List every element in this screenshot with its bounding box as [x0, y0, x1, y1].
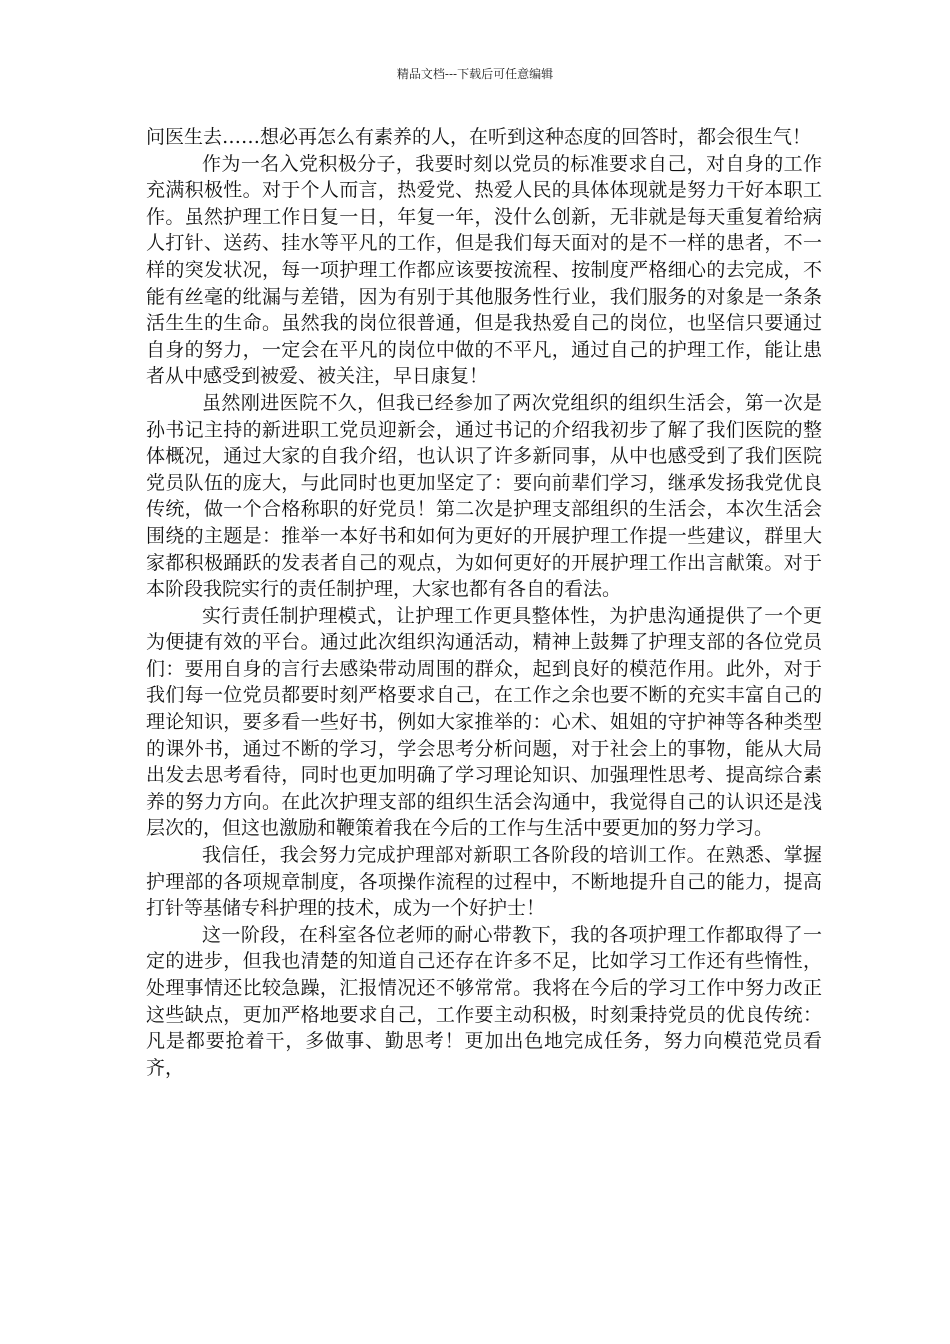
paragraph: 实行责任制护理模式，让护理工作更具整体性，为护患沟通提供了一个更为便捷有效的平台。通过此次组织沟通活动，精神上鼓舞了护理支部的各位党员们：要用自身的言行去感染带动周围的群众，起到良好的模范作用。此外，对于我们每一位党员都要时刻严格要求自己，在工作之余也要不断的充实丰富自己的理论知识，要多看一些好书，例如大家推举的：心术、姐姐的守护神等各种类型的课外书，通过不断的学习，学会思考分析问题，对于社会上的事物，能从大局出发去思考看待，同时也更加明确了学习理论知识、加强理性思考、提高综合素养的努力方向。在此次护理支部的组织生活会沟通中，我觉得自己的认识还是浅层次的，但这也激励和鞭策着我在今后的工作与生活中要更加的努力学习。 [146, 604, 822, 840]
paragraph: 问医生去……想必再怎么有素养的人，在听到这种态度的回答时，都会很生气！ [146, 126, 812, 148]
paragraph: 我信任，我会努力完成护理部对新职工各阶段的培训工作。在熟悉、掌握护理部的各项规章制度，各项操作流程的过程中，不断地提升自己的能力，提高打针等基储专科护理的技术，成为一个好护士！ [146, 844, 822, 920]
document-body [146, 124, 822, 1081]
paragraph: 作为一名入党积极分子，我要时刻以党员的标准要求自己，对自身的工作充满积极性。对于个人而言，热爱党、热爱人民的具体体现就是努力干好本职工作。虽然护理工作日复一日，年复一年，没什么创新，无非就是每天重复着给病人打针、送药、挂水等平凡的工作，但是我们每天面对的是不一样的患者，不一样的突发状况，每一项护理工作都应该要按流程、按制度严格细心的去完成，不能有丝毫的纰漏与差错，因为有别于其他服务性行业，我们服务的对象是一条条活生生的生命。虽然我的岗位很普通，但是我热爱自己的岗位，也坚信只要通过自身的努力，一定会在平凡的岗位中做的不平凡，通过自己的护理工作，能让患者从中感受到被爱、被关注，早日康复！ [146, 152, 822, 388]
paragraph: 这一阶段，在科室各位老师的耐心带教下，我的各项护理工作都取得了一定的进步，但我也清楚的知道自己还存在许多不足，比如学习工作还有些惰性，处理事情还比较急躁，汇报情况还不够常常。我将在今后的学习工作中努力改正这些缺点，更加严格地要求自己，工作要主动积极，时刻秉持党员的优良传统：凡是都要抢着干，多做事、勤思考！更加出色地完成任务，努力向模范党员看齐， [146, 923, 822, 1079]
page-header: 精品文档---下载后可任意编辑 [396, 67, 554, 81]
paragraph: 虽然刚进医院不久，但我已经参加了两次党组织的组织生活会，第一次是孙书记主持的新进职工党员迎新会，通过书记的介绍我初步了解了我们医院的整体概况，通过大家的自我介绍，也认识了许多新同事，从中也感受到了我们医院党员队伍的庞大，与此同时也更加坚定了：要向前辈们学习，继承发扬我党优良传统，做一个合格称职的好党员！第二次是护理支部组织的生活会，本次生活会围绕的主题是：推举一本好书和如何为更好的开展护理工作提一些建议，群里大家都积极踊跃的发表者自己的观点，为如何更好的开展护理工作出言献策。对于本阶段我院实行的责任制护理，大家也都有各自的看法。 [146, 391, 822, 601]
